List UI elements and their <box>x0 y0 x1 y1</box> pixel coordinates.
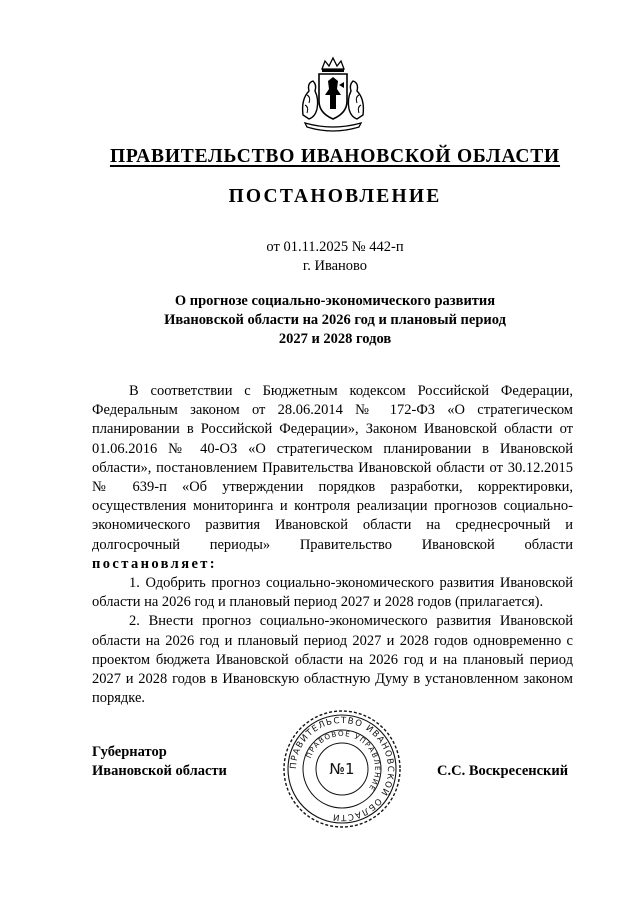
date-number: от 01.11.2025 № 442-п <box>266 239 404 255</box>
seal-outer-text: ПРАВИТЕЛЬСТВО ИВАНОВСКОЙ ОБЛАСТИ <box>288 715 396 823</box>
document-body <box>92 382 573 708</box>
preamble-paragraph: В соответствии с Бюджетным кодексом Российской Федерации, Федеральным законом от 28.06.2014 № 172-ФЗ «О стратегическом планировании в Российской Федерации», Законом Ивановской области от 01.06.2016 № 40-ОЗ «О стратегическом планировании в Ивановской области», постановлением Правительства Ивановской области от 30.12.2015 № 639-п «Об утверждении порядков разработки, корректировки, осуществления мониторинга и контроля реализации прогнозов социально-экономического развития Ивановской области на среднесрочный и долгосрочный периоды» Правительство Ивановской области постановляет: <box>92 383 573 572</box>
document-meta <box>0 238 640 276</box>
coat-of-arms-icon <box>295 55 371 133</box>
item-2-paragraph: 2. Внести прогноз социально-экономического развития Ивановской области на 2026 год и плановый период 2027 и 2028 годов одновременно с проектом бюджета Ивановской области на 2026 год и на плановый период 2027 и 2028 годов в Ивановскую областную Думу в установленном законом порядке. <box>92 613 573 707</box>
seal-inner-text: ПРАВОВОЕ УПРАВЛЕНИЕ <box>304 728 383 794</box>
official-seal <box>281 708 403 830</box>
document-subject: О прогнозе социально-экономического развития Ивановской области на 2026 год и плановый период 2027 и 2028 годов <box>164 293 506 347</box>
decree-word: постановляет: <box>92 555 218 572</box>
document-type: ПОСТАНОВЛЕНИЕ <box>228 186 442 207</box>
signatory-name: С.С. Воскресенский <box>437 763 569 779</box>
item-1-paragraph: 1. Одобрить прогноз социально-экономического развития Ивановской области на 2026 год и плановый период 2027 и 2028 годов (прилагается). <box>92 575 573 611</box>
organization-title: ПРАВИТЕЛЬСТВО ИВАНОВСКОЙ ОБЛАСТИ <box>109 146 561 167</box>
signatory-position: Губернатор Ивановской области <box>92 744 227 779</box>
city: г. Иваново <box>302 258 368 274</box>
seal-number: №1 <box>329 760 355 778</box>
